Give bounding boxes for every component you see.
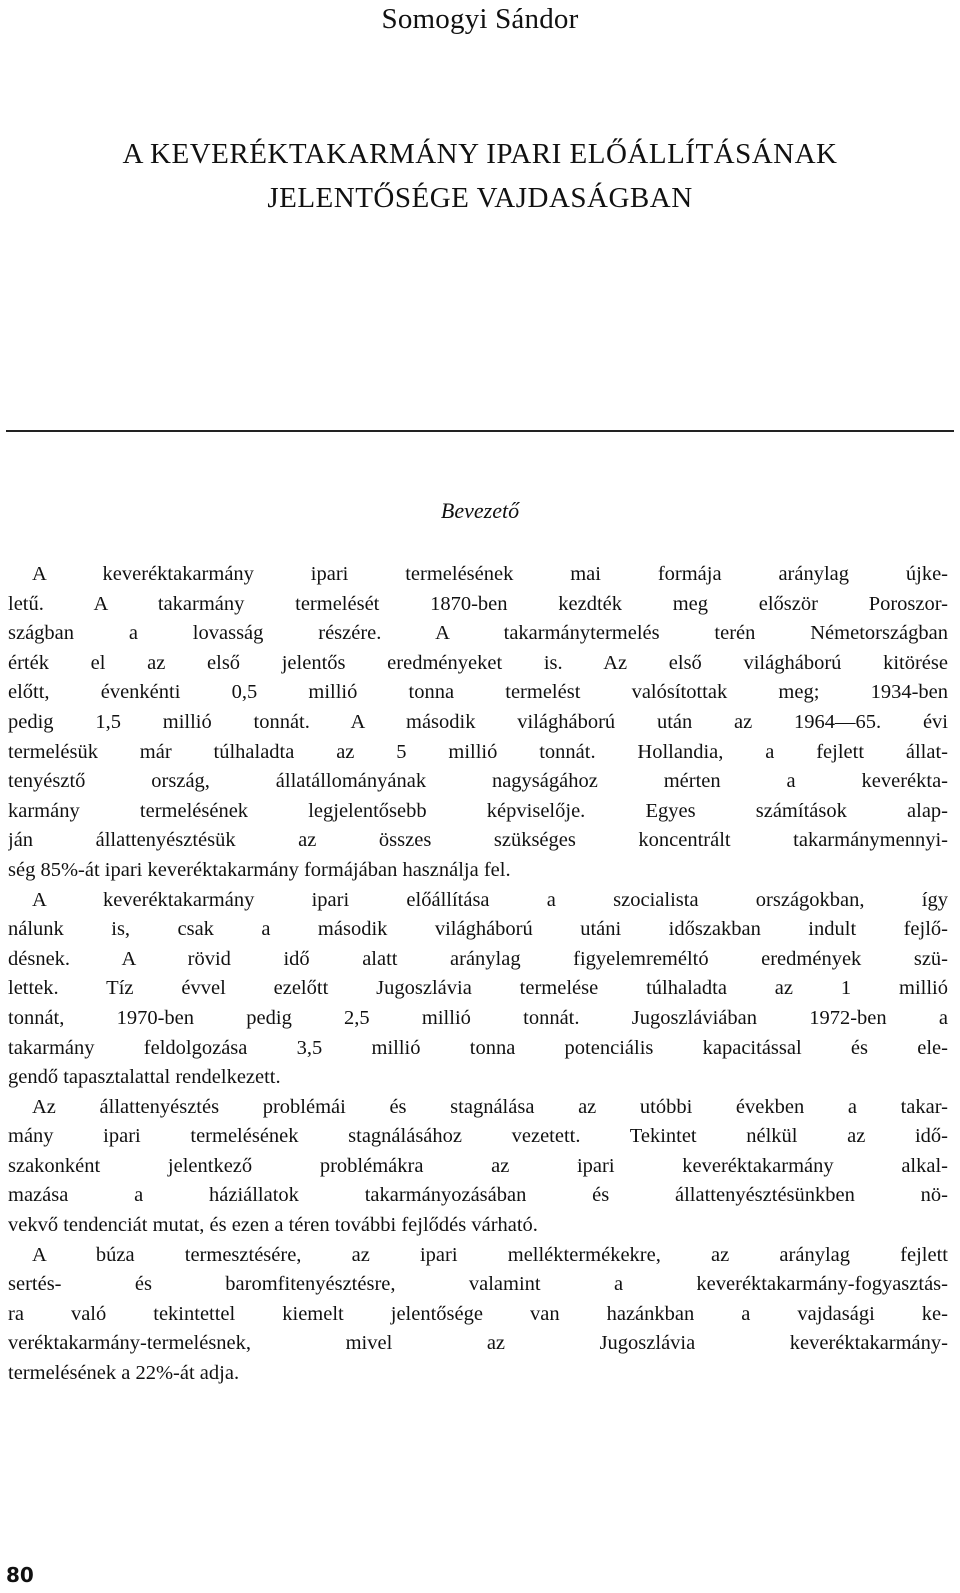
- text-line: désnek. A rövid idő alatt aránylag figyelemreméltó eredmények szü-: [8, 947, 948, 970]
- text-line: ra való tekintettel kiemelt jelentősége van hazánkban a vajdasági ke-: [8, 1302, 948, 1325]
- text-line: szakonként jelentkező problémákra az ipari keveréktakarmány alkal-: [8, 1154, 948, 1177]
- text-line: A keveréktakarmány ipari termelésének mai formája aránylag újke-: [32, 563, 948, 585]
- text-line: tonnát, 1970-ben pedig 2,5 millió tonnát. Jugoszláviában 1972-ben a: [8, 1006, 948, 1029]
- text-line: mány ipari termelésének stagnálásához vezetett. Tekintet nélkül az idő-: [8, 1125, 948, 1148]
- text-line: érték el az első jelentős eredményeket is. Az első világháború kitörése: [8, 651, 948, 674]
- title-line: A KEVERÉKTAKARMÁNY IPARI ELŐÁLLÍTÁSÁNAK: [122, 138, 838, 170]
- text-line: A keveréktakarmány ipari előállítása a szocialista országokban, így: [32, 888, 948, 911]
- text-line: letű. A takarmány termelését 1870-ben kezdték meg először Poroszor-: [8, 592, 948, 615]
- text-line: takarmány feldolgozása 3,5 millió tonna potenciális kapacitással és ele-: [8, 1036, 948, 1059]
- text-line: lettek. Tíz évvel ezelőtt Jugoszlávia termelése túlhaladta az 1 millió: [8, 977, 948, 1000]
- text-line: veréktakarmány-termelésnek, mivel az Jugoszlávia keveréktakarmány-: [8, 1332, 948, 1355]
- body-text: [8, 560, 948, 1389]
- horizontal-divider: [6, 430, 954, 432]
- author-name: Somogyi Sándor: [381, 3, 579, 35]
- text-line: pedig 1,5 millió tonnát. A második világháború után az 1964—65. évi: [8, 710, 948, 733]
- article-title: [0, 132, 960, 220]
- text-line: szágban a lovasság részére. A takarmánytermelés terén Németországban: [8, 622, 948, 645]
- text-line: karmány termelésének legjelentősebb képviselője. Egyes számítások alap-: [8, 799, 948, 822]
- text-line: ján állattenyésztésük az összes szükséges koncentrált takarmánymennyi-: [8, 829, 948, 852]
- title-line: JELENTŐSÉGE VAJDASÁGBAN: [267, 182, 693, 214]
- text-line: ség 85%-át ipari keveréktakarmány formájában használja fel.: [8, 858, 511, 881]
- text-line: gendő tapasztalattal rendelkezett.: [8, 1066, 281, 1089]
- text-line: termelésének a 22%-át adja.: [8, 1362, 240, 1385]
- text-line: vekvő tendenciát mutat, és ezen a téren további fejlődés várható.: [8, 1214, 538, 1237]
- text-line: előtt, évenkénti 0,5 millió tonna termelést valósítottak meg; 1934-ben: [8, 681, 948, 704]
- section-heading: Bevezető: [440, 498, 520, 523]
- text-line: A búza termesztésére, az ipari melléktermékekre, az aránylag fejlett: [32, 1243, 948, 1266]
- text-line: sertés- és baromfitenyésztésre, valamint a keveréktakarmány-fogyasztás-: [8, 1273, 948, 1296]
- text-line: tenyésztő ország, állatállományának nagyságához mérten a keverékta-: [8, 770, 948, 793]
- text-line: Az állattenyésztés problémái és stagnálása az utóbbi években a takar-: [32, 1095, 948, 1118]
- text-line: nálunk is, csak a második világháború utáni időszakban indult fejlő-: [8, 918, 948, 941]
- page-number: 80: [6, 1563, 34, 1587]
- text-line: mazása a háziállatok takarmányozásában és állattenyésztésünkben nö-: [8, 1184, 948, 1207]
- text-line: termelésük már túlhaladta az 5 millió tonnát. Hollandia, a fejlett állat-: [8, 740, 948, 763]
